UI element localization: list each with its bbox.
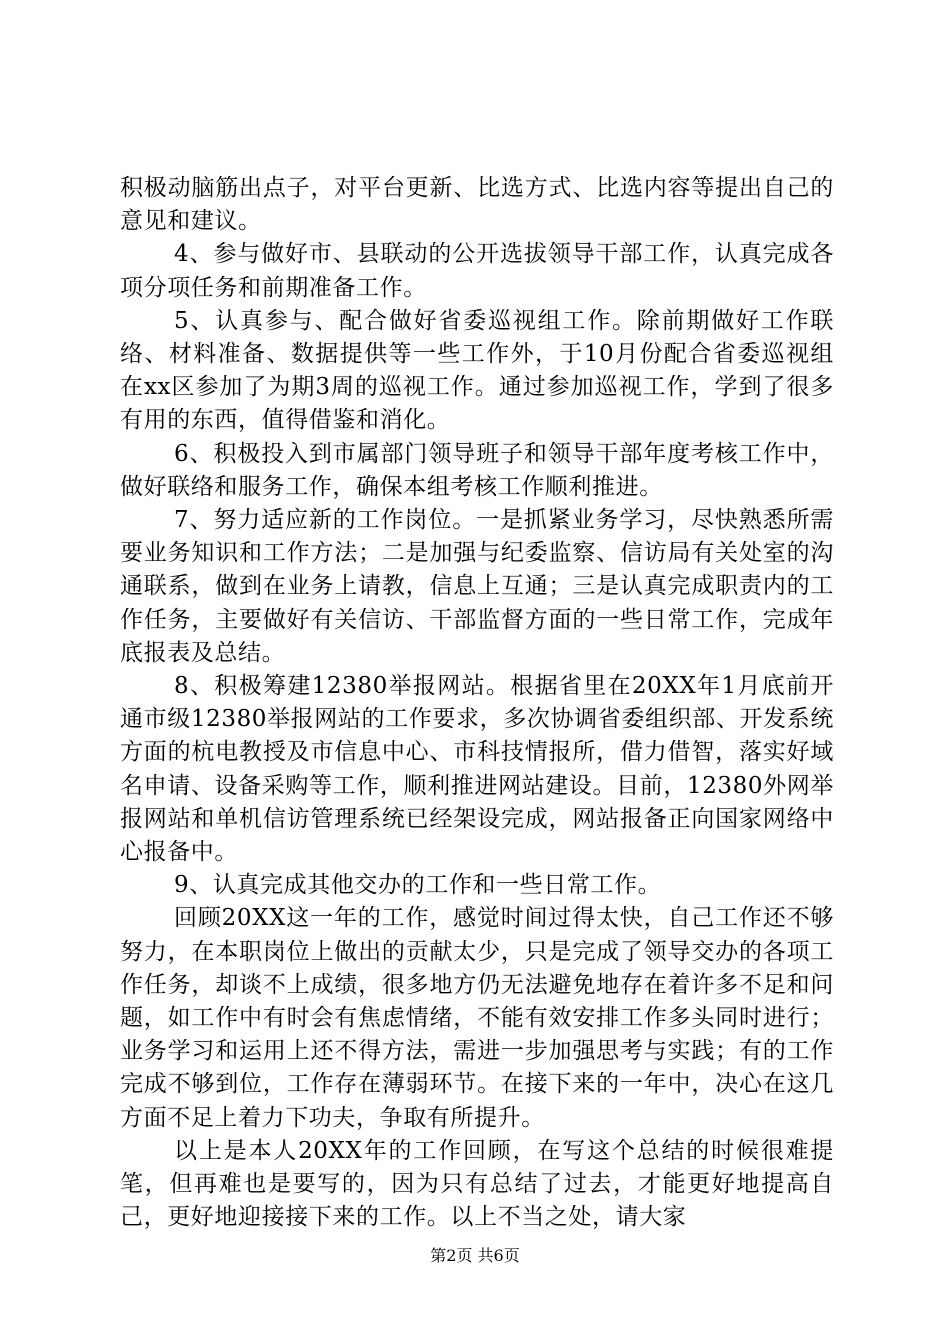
paragraph-item-8: 8、积极筹建12380举报网站。根据省里在20XX年1月底前开通市级12380举报网站的工作要求，多次协调省委组织部、开发系统方面的杭电教授及市信息中心、市科技情报所，借力借智，落实好域名申请、设备采购等工作，顺利推进网站建设。目前，12380外网举报网站和单机信访管理系统已经架设完成，网站报备正向国家网络中心报备中。 xyxy=(120,673,834,866)
page-footer: 第2页 共6页 xyxy=(430,1246,520,1265)
paragraph-item-6: 6、积极投入到市属部门领导班子和领导干部年度考核工作中，做好联络和服务工作，确保本组考核工作顺利推进。 xyxy=(120,440,834,500)
paragraph-review: 回顾20XX这一年的工作，感觉时间过得太快，自己工作还不够努力，在本职岗位上做出的贡献太少，只是完成了领导交办的各项工作任务，却谈不上成绩，很多地方仍无法避免地存在着许多不足和问题，如工作中有时会有焦虑情绪，不能有效安排工作多头同时进行；业务学习和运用上还不得方法，需进一步加强思考与实践；有的工作完成不够到位，工作存在薄弱环节。在接下来的一年中，决心在这几方面不足上着力下功夫，争取有所提升。 xyxy=(120,905,834,1131)
paragraph-conclusion: 以上是本人20XX年的工作回顾，在写这个总结的时候很难提笔，但再难也是要写的，因为只有总结了过去，才能更好地提高自己，更好地迎接接下来的工作。以上不当之处，请大家 xyxy=(120,1137,834,1231)
paragraph-item-9: 9、认真完成其他交办的工作和一些日常工作。 xyxy=(174,872,662,899)
document-body xyxy=(120,172,834,1235)
paragraph-continuation: 积极动脑筋出点子，对平台更新、比选方式、比选内容等提出自己的意见和建议。 xyxy=(120,175,834,235)
paragraph-item-4: 4、参与做好市、县联动的公开选拔领导干部工作，认真完成各项分项任务和前期准备工作。 xyxy=(120,241,834,301)
paragraph-item-7: 7、努力适应新的工作岗位。一是抓紧业务学习，尽快熟悉所需要业务知识和工作方法；二是加强与纪委监察、信访局有关处室的沟通联系，做到在业务上请教，信息上互通；三是认真完成职责内的工作任务，主要做好有关信访、干部监督方面的一些日常工作，完成年底报表及总结。 xyxy=(120,507,834,666)
paragraph-item-5: 5、认真参与、配合做好省委巡视组工作。除前期做好工作联络、材料准备、数据提供等一些工作外，于10月份配合省委巡视组在xx区参加了为期3周的巡视工作。通过参加巡视工作，学到了很多有用的东西，值得借鉴和消化。 xyxy=(120,307,834,434)
